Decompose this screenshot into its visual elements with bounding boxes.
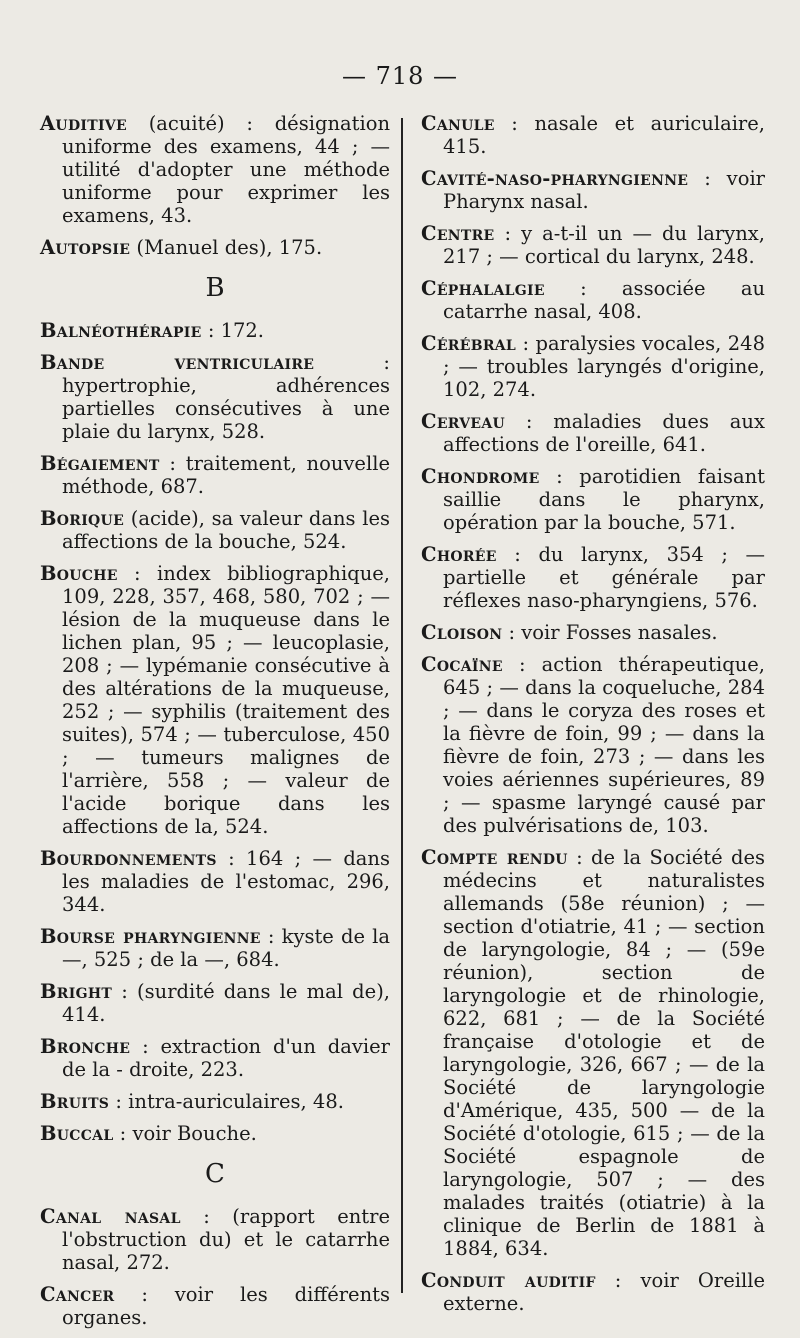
index-entry — [40, 507, 390, 553]
entry-headword: Borique — [40, 507, 125, 530]
index-entry — [40, 925, 390, 971]
entry-headword: Buccal — [40, 1122, 114, 1145]
entry-headword: Chorée — [421, 543, 497, 566]
entry-text: : du larynx, 354 ; — partielle et générale par réflexes naso-pharyngiens, 576. — [443, 543, 765, 612]
entry-text: : hypertrophie, adhérences partielles consécutives à une plaie du larynx, 528. — [62, 351, 390, 443]
entry-text: : extraction d'un davier de la - droite, 223. — [62, 1035, 390, 1081]
entry-text: (acide), sa valeur dans les affections de la bouche, 524. — [62, 507, 390, 553]
index-entry — [40, 1283, 390, 1329]
entry-text: : voir les différents organes. — [62, 1283, 390, 1329]
entry-headword: Autopsie — [40, 236, 131, 259]
entry-text: : associée au catarrhe nasal, 408. — [443, 277, 765, 323]
page-number: — 718 — — [341, 62, 459, 90]
entry-text: : 164 ; — dans les maladies de l'estomac, 296, 344. — [62, 847, 390, 916]
entry-headword: Bourdonnements — [40, 847, 217, 870]
index-entry — [40, 319, 390, 342]
entry-text: : intra-auriculaires, 48. — [109, 1090, 344, 1113]
section-letter: B — [205, 273, 225, 303]
entry-headword: Cloison — [421, 621, 503, 644]
index-entry — [40, 236, 390, 259]
section-letter: C — [205, 1159, 225, 1189]
entry-text: : action thérapeutique, 645 ; — dans la coqueluche, 284 ; — dans le coryza des roses et la fièvre de foin, 99 ; — dans la fièvre de foin, 273 ; — dans les voies aériennes supérieures, 89 ; — spasme laryngé causé par des pulvérisations de, 103. — [443, 653, 765, 837]
entry-headword: Cocaïne — [421, 653, 503, 676]
entry-headword: Céphalalgie — [421, 277, 545, 300]
entry-headword: Cancer — [40, 1283, 115, 1306]
index-entry — [40, 1122, 390, 1145]
entry-headword: Bright — [40, 980, 113, 1003]
entry-text: : (rapport entre l'obstruction du) et le catarrhe nasal, 272. — [62, 1205, 390, 1274]
entry-headword: Canule — [421, 112, 495, 135]
index-entry — [40, 1090, 390, 1113]
entry-headword: Bégaiement — [40, 452, 160, 475]
entry-text: : index bibliographique, 109, 228, 357, 468, 580, 702 ; — lésion de la muqueuse dans le lichen plan, 95 ; — leucoplasie, 208 ; — lypémanie consécutive à des altérations de la muqueuse, 252 ; — syphilis (traitement des suites), 574 ; — tuberculose, 450 ; — tumeurs malignes de l'arrière, 558 ; — valeur de l'acide borique dans les affections de la, 524. — [62, 562, 390, 838]
entry-text: : traitement, nouvelle méthode, 687. — [62, 452, 390, 498]
entry-headword: Bourse pharyngienne — [40, 925, 261, 948]
entry-text: : maladies dues aux affections de l'oreille, 641. — [443, 410, 765, 456]
entry-headword: Chondrome — [421, 465, 540, 488]
entry-text: : (surdité dans le mal de), 414. — [62, 980, 390, 1026]
entry-headword: Auditive — [40, 112, 127, 135]
index-entry — [40, 1205, 390, 1274]
index-entry — [421, 1269, 765, 1315]
index-entry — [421, 277, 765, 323]
entry-text: : paralysies vocales, 248 ; — troubles laryngés d'origine, 102, 274. — [443, 332, 765, 401]
entry-headword: Cérébral — [421, 332, 517, 355]
entry-text: : voir Oreille externe. — [443, 1269, 765, 1315]
entry-text: : voir Bouche. — [113, 1122, 257, 1145]
index-entry — [421, 846, 765, 1260]
entry-text: : y a-t-il un — du larynx, 217 ; — cortical du larynx, 248. — [443, 222, 765, 268]
entry-text: : kyste de la —, 525 ; de la —, 684. — [62, 925, 390, 971]
entry-headword: Canal nasal — [40, 1205, 181, 1228]
index-entry — [421, 112, 765, 158]
entry-headword: Bronche — [40, 1035, 131, 1058]
index-entry — [421, 332, 765, 401]
entry-text: (Manuel des), 175. — [130, 236, 323, 259]
entry-text: : 172. — [201, 319, 265, 342]
entry-text: (acuité) : désignation uniforme des examens, 44 ; — utilité d'adopter une méthode uniforme pour exprimer les examens, 43. — [62, 112, 390, 227]
index-column-left — [40, 112, 390, 1338]
entry-headword: Bouche — [40, 562, 118, 585]
entry-text: : voir Fosses nasales. — [502, 621, 718, 644]
index-entry — [421, 621, 765, 644]
index-entry — [40, 452, 390, 498]
entry-headword: Cerveau — [421, 410, 506, 433]
entry-text: : nasale et auriculaire, 415. — [443, 112, 765, 158]
entry-text: : parotidien faisant saillie dans le pharynx, opération par la bouche, 571. — [443, 465, 765, 534]
index-entry — [421, 653, 765, 837]
column-divider — [401, 118, 403, 1293]
index-entry — [421, 222, 765, 268]
index-entry — [40, 980, 390, 1026]
index-entry — [421, 167, 765, 213]
entry-text: : voir Pharynx nasal. — [443, 167, 765, 213]
entry-headword: Cavité-naso-pharyngienne — [421, 167, 689, 190]
entry-headword: Bruits — [40, 1090, 110, 1113]
entry-text: : de la Société des médecins et naturalistes allemands (58e réunion) ; — section d'otiatrie, 41 ; — section de laryngologie, 84 ; — (59e réunion), section de laryngologie et de rhinologie, 622, 681 ; — de la Société française d'otologie et de laryngologie, 326, 667 ; — de la Société de laryngologie d'Amérique, 435, 500 — de la Société d'otologie, 615 ; — de la Société espagnole de laryngologie, 507 ; — des malades traités (otiatrie) à la clinique de Berlin de 1881 à 1884, 634. — [443, 846, 766, 1260]
index-entry — [40, 351, 390, 443]
index-entry — [40, 1035, 390, 1081]
entry-headword: Compte rendu — [421, 846, 568, 869]
index-entry — [421, 410, 765, 456]
entry-headword: Bande ventriculaire — [40, 351, 315, 374]
index-entry — [40, 112, 390, 227]
entry-headword: Centre — [421, 222, 495, 245]
index-entry — [421, 543, 765, 612]
index-entry — [40, 562, 390, 838]
index-column-right — [421, 112, 765, 1324]
index-entry — [421, 465, 765, 534]
index-entry — [40, 847, 390, 916]
entry-headword: Balnéothérapie — [40, 319, 202, 342]
entry-headword: Conduit auditif — [421, 1269, 596, 1292]
